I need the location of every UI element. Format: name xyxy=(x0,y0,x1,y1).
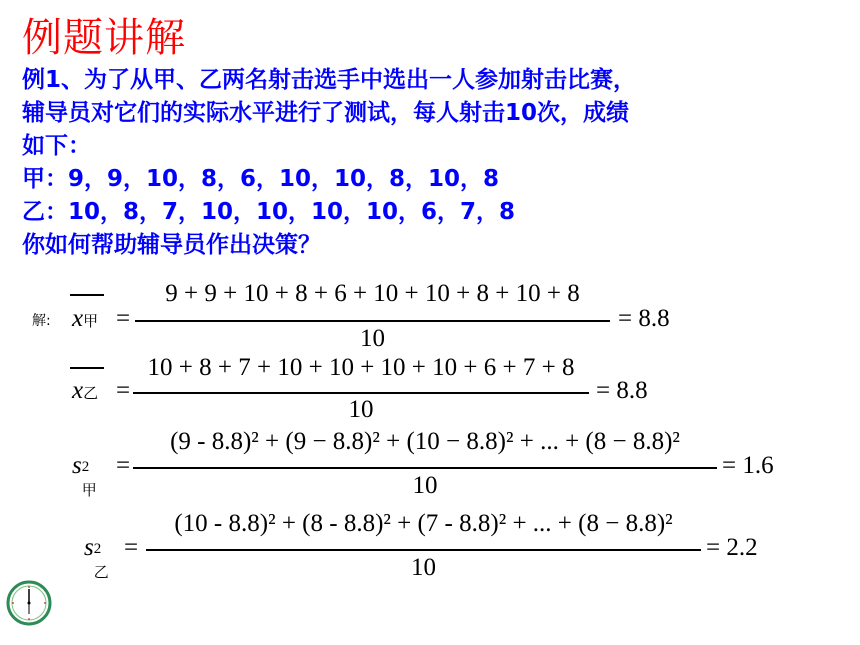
denominator: 10 xyxy=(348,396,374,423)
overline-mark xyxy=(70,367,104,369)
result: = 8.8 xyxy=(596,377,648,404)
mean-var: x乙 xyxy=(72,377,99,404)
overline-mark xyxy=(70,294,104,296)
denominator: 10 xyxy=(412,472,438,499)
slide-title: 例题讲解 xyxy=(22,15,186,61)
numerator: 9 + 9 + 10 + 8 + 6 + 10 + 10 + 8 + 10 + 8 xyxy=(165,280,580,307)
variance-var: s 2 乙 xyxy=(84,534,109,581)
numerator: (10 - 8.8)² + (8 - 8.8)² + (7 - 8.8)² + ... + (8 − 8.8)² xyxy=(174,510,673,537)
scores-yi: 乙：10，8，7，10，10，10，10，6，7，8 xyxy=(22,199,516,225)
numerator: 10 + 8 + 7 + 10 + 10 + 10 + 10 + 6 + 7 + 8 xyxy=(147,354,575,381)
problem-text xyxy=(22,64,852,262)
problem-line-1: 例1、为了从甲、乙两名射击选手中选出一人参加射击比赛， xyxy=(22,67,637,93)
equals-sign: = xyxy=(116,305,131,332)
mean-var: x甲 xyxy=(72,305,99,332)
fraction-bar xyxy=(146,549,701,551)
fraction-bar xyxy=(133,467,717,469)
numerator: (9 - 8.8)² + (9 − 8.8)² + (10 − 8.8)² + ... + (8 − 8.8)² xyxy=(170,428,680,455)
problem-line-3: 如下： xyxy=(22,133,91,159)
fraction-bar xyxy=(133,392,589,394)
equals-sign: = xyxy=(116,452,131,479)
result: = 2.2 xyxy=(706,534,758,561)
denominator: 10 xyxy=(411,554,436,581)
denominator: 10 xyxy=(360,325,385,352)
equals-sign: = xyxy=(116,377,131,404)
result: = 8.8 xyxy=(618,305,670,332)
problem-question: 你如何帮助辅导员作出决策？ xyxy=(22,232,321,258)
fraction-bar xyxy=(135,320,610,322)
problem-line-2: 辅导员对它们的实际水平进行了测试，每人射击10次，成绩 xyxy=(22,100,630,126)
clock-icon[interactable] xyxy=(6,580,52,626)
solution-label: 解: xyxy=(32,313,51,329)
result: = 1.6 xyxy=(722,452,774,479)
variance-var: s 2 甲 xyxy=(72,452,97,499)
scores-jia: 甲：9，9，10，8，6，10，10，8，10，8 xyxy=(22,166,500,192)
equals-sign: = xyxy=(124,534,139,561)
